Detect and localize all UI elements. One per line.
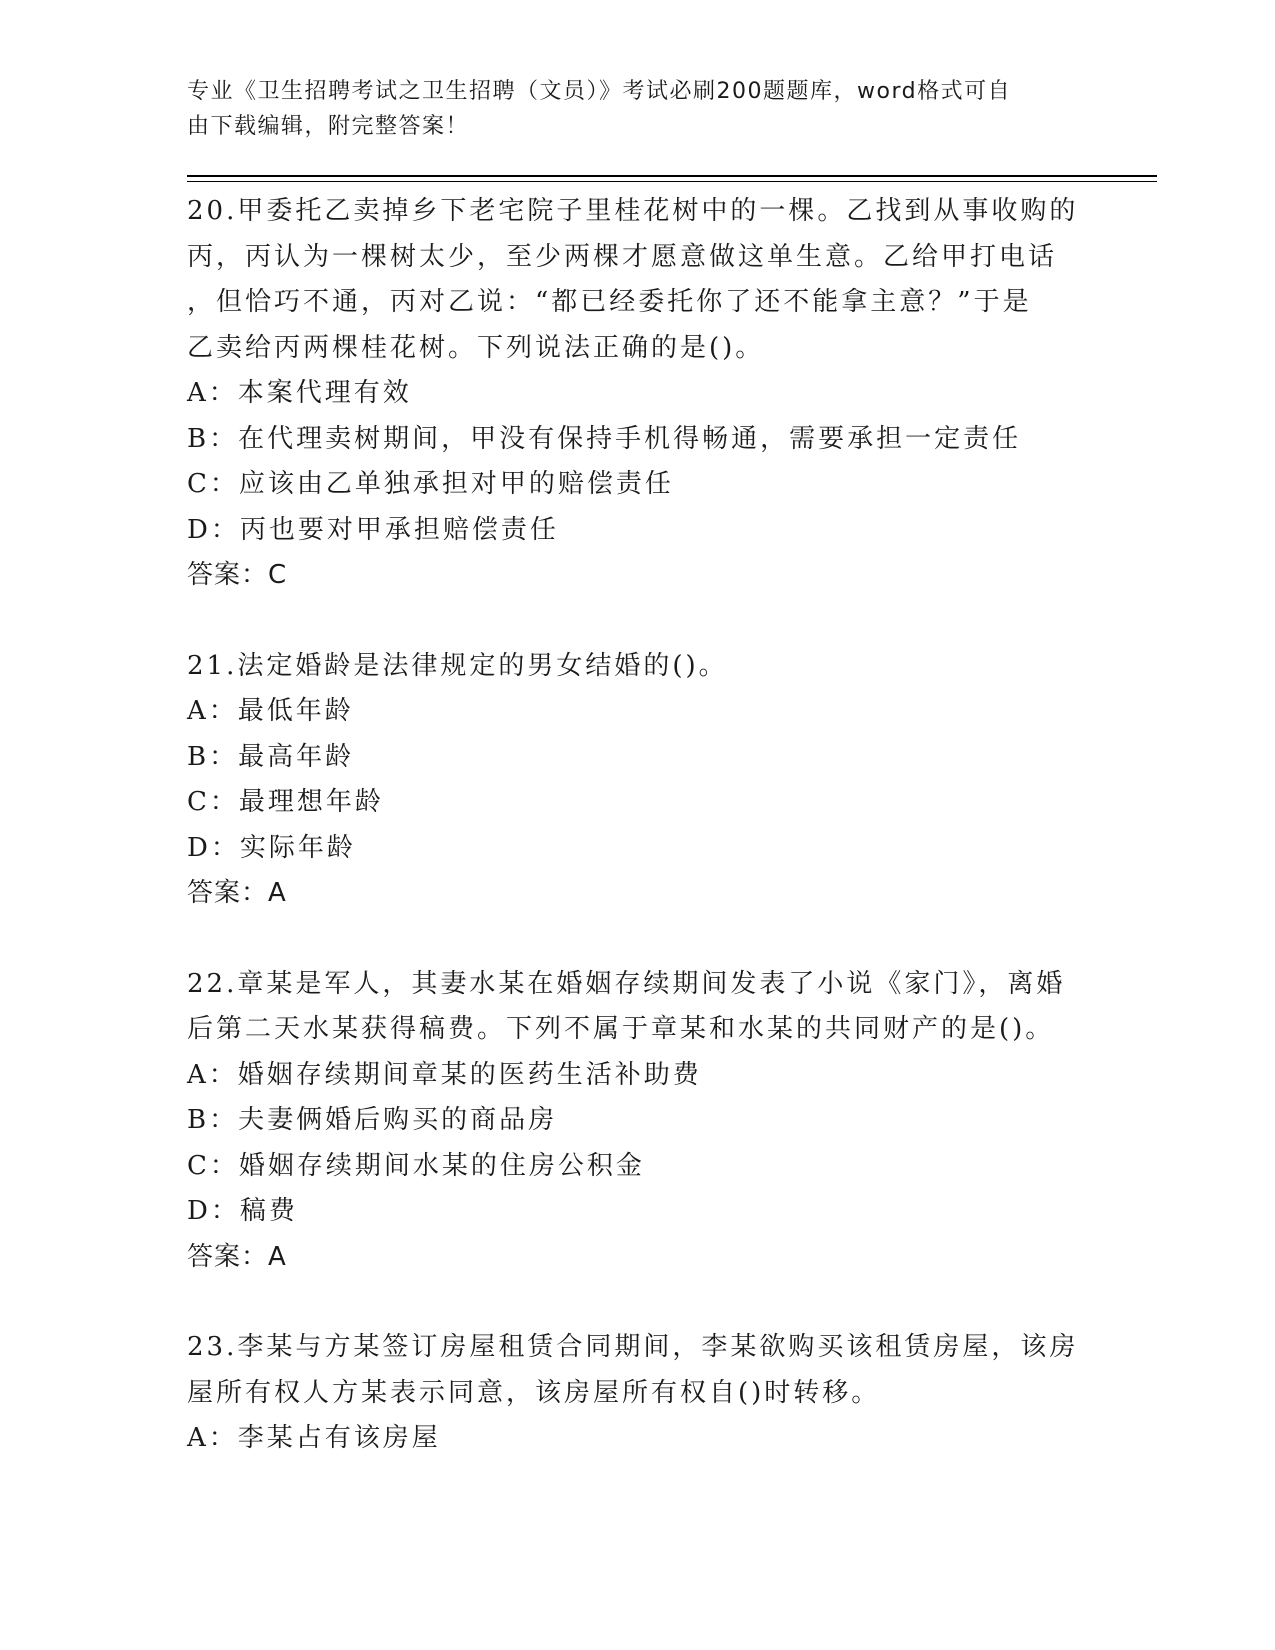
question-spacer [187, 599, 1087, 644]
answer-line: 答案：A [187, 1241, 287, 1272]
header-line-2: 由下载编辑，附完整答案！ [187, 114, 470, 139]
header-divider-thick [187, 175, 1157, 177]
option-d: D：实际年龄 [187, 832, 356, 863]
question-spacer [187, 917, 1087, 962]
option-b: B：夫妻俩婚后购买的商品房 [187, 1105, 558, 1135]
question-stem-line: 丙，丙认为一棵树太少，至少两棵才愿意做这单生意。乙给甲打电话 [187, 241, 1058, 272]
option-b: B：最高年龄 [187, 741, 355, 772]
question-list [187, 189, 1087, 1462]
header-line-1: 专业《卫生招聘考试之卫生招聘（文员）》考试必刷200题题库，word格式可自 [187, 79, 1012, 104]
document-header [187, 74, 1087, 144]
question-stem-line: 23.李某与方某签订房屋租赁合同期间，李某欲购买该租赁房屋，该房 [187, 1332, 1079, 1362]
option-a: A：婚姻存续期间章某的医药生活补助费 [187, 1059, 702, 1090]
question-20 [187, 189, 1087, 599]
question-spacer [187, 1280, 1087, 1325]
question-23 [187, 1325, 1087, 1462]
header-divider-thin [187, 181, 1157, 182]
question-22 [187, 962, 1087, 1281]
answer-line: 答案：C [187, 560, 288, 590]
question-stem-line: 乙卖给丙两棵桂花树。下列说法正确的是()。 [187, 332, 765, 363]
question-stem-line: ，但恰巧不通，丙对乙说：“都已经委托你了还不能拿主意？”于是 [187, 287, 1032, 317]
question-stem-line: 后第二天水某获得稿费。下列不属于章某和水某的共同财产的是()。 [187, 1014, 1055, 1044]
option-c: C：最理想年龄 [187, 787, 384, 817]
option-a: A：本案代理有效 [187, 378, 412, 408]
question-stem-line: 21.法定婚龄是法律规定的男女结婚的()。 [187, 650, 728, 681]
option-c: C：应该由乙单独承担对甲的赔偿责任 [187, 469, 674, 499]
option-a: A：李某占有该房屋 [187, 1423, 441, 1453]
question-stem-line: 20.甲委托乙卖掉乡下老宅院子里桂花树中的一棵。乙找到从事收购的 [187, 196, 1079, 226]
question-stem-line: 屋所有权人方某表示同意，该房屋所有权自()时转移。 [187, 1377, 881, 1408]
option-d: D：稿费 [187, 1196, 298, 1226]
question-stem-line: 22.章某是军人，其妻水某在婚姻存续期间发表了小说《家门》，离婚 [187, 968, 1066, 999]
option-d: D：丙也要对甲承担赔偿责任 [187, 514, 559, 545]
question-21 [187, 644, 1087, 917]
option-b: B：在代理卖树期间，甲没有保持手机得畅通，需要承担一定责任 [187, 423, 1022, 454]
answer-line: 答案：A [187, 878, 287, 908]
option-a: A：最低年龄 [187, 696, 354, 726]
option-c: C：婚姻存续期间水某的住房公积金 [187, 1150, 645, 1181]
